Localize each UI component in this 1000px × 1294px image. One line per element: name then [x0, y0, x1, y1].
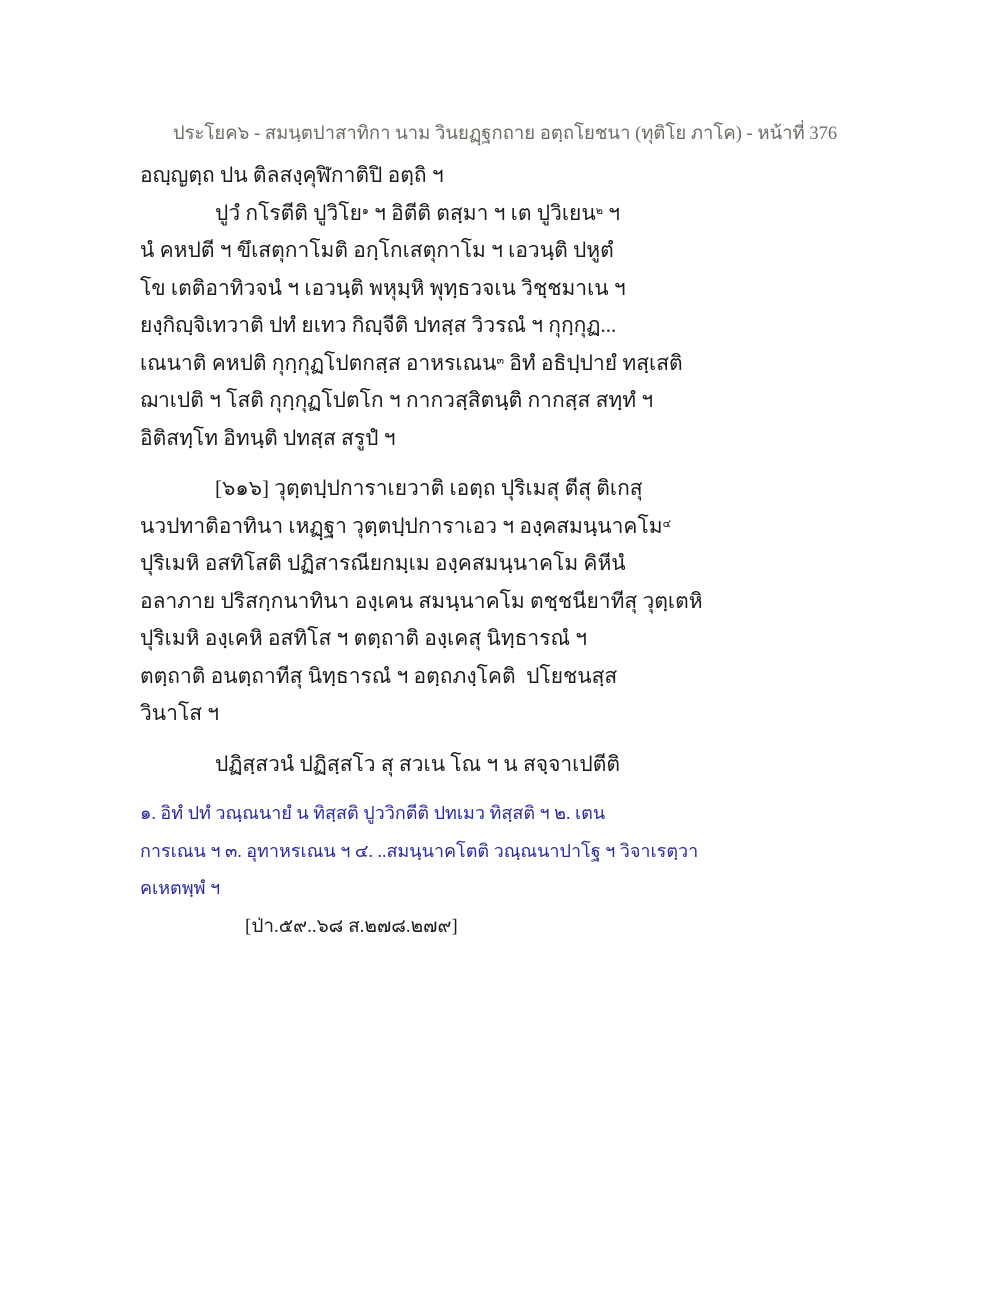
text-line-6 [140, 345, 870, 383]
footnotes-block [140, 795, 870, 908]
text-line-1: อญฺญตฺถ ปน ติลสงฺคุฬิกาติปิ อตฺถิ ฯ [140, 163, 444, 187]
text-line-4: โข เตติอาทิวจนํ ฯ เอวนฺติ พหุมฺหิ พุทฺธวจเน วิชฺชมาเน ฯ [140, 275, 626, 300]
text-segment: ฯ อิตีติ ตสฺมา ฯ เต ปูวิเยน [368, 200, 596, 225]
text-segment: นวปทาติอาทินา เหฏฺฐา วุตฺตปฺปการาเอว ฯ องฺคสมนฺนาคโม [140, 513, 663, 538]
text-line-9-section-616: [๖๑๖] วุตฺตปฺปการาเยวาติ เอตฺถ ปุริเมสุ ตีสุ ติเกสุ [215, 476, 643, 500]
text-line-2 [140, 195, 870, 233]
page-header-title: ประโยค๖ - สมนฺตปาสาทิกา นาม วินยฏฺฐกถาย อตฺถโยชนา (ทุติโย ภาโค) - หน้าที่ 376 [172, 124, 838, 144]
text-line-11: ปุริเมหิ อสทิโสติ ปฏิสารณียกมฺเม องฺคสมนฺนาคโม คิหีนํ [140, 551, 626, 575]
text-line-15: วินาโส ฯ [140, 701, 220, 725]
page-content [140, 122, 870, 945]
text-line-7: ฌาเปติ ฯ โสติ กุกฺกุฏโปตโก ฯ กากวสฺสิตนฺติ กากสฺส สทฺทํ ฯ [140, 388, 654, 412]
text-line-16: ปฏิสฺสวนํ ปฏิสฺสโว สุ สวเน โณ ฯ น สจฺจาเปตีติ [215, 751, 620, 776]
footnote-ref-3: ๓ [496, 354, 504, 367]
text-line-12: อลาภาย ปริสกฺกนาทินา องฺเคน สมนฺนาคโม ตชฺชนียาทีสุ วุตฺเตหิ [140, 588, 703, 613]
footnote-line-2: การเณน ฯ ๓. อุทาหรเณน ฯ ๔. ..สมนฺนาคโตติ วณฺณนาปาโฐ ฯ วิจาเรตฺวา [140, 840, 699, 861]
footnote-line-3: คเหตพฺพํ ฯ [140, 878, 221, 898]
footnote-ref-1: ๑ [361, 204, 369, 217]
text-segment: ฯ [602, 200, 621, 225]
text-line-5: ยงฺกิญฺจิเทวาติ ปทํ ยเทว กิญฺจีติ ปทสฺส วิวรณํ ฯ กุกฺกุฏ... [140, 313, 617, 337]
footnote-ref-4: ๔ [662, 517, 671, 530]
text-line-8: อิติสทฺโท อิทนฺติ ปทสฺส สรูปํ ฯ [140, 425, 396, 450]
text-line-10 [140, 508, 870, 546]
text-line-13: ปุริเมหิ องฺเคหิ อสทิโส ฯ ตตฺถาติ องฺเคสุ นิทฺธารณํ ฯ [140, 626, 588, 650]
text-line-14: ตตฺถาติ อนตฺถาทีสุ นิทฺธารณํ ฯ อตฺถภงฺโคติ ปโยชนสฺส [140, 663, 618, 688]
footnote-line-1: ๑. อิทํ ปทํ วณฺณนายํ น ทิสฺสติ ปูววิกตีติ ปทเมว ทิสฺสติ ฯ ๒. เตน [140, 803, 606, 823]
text-segment: อิทํ อธิปฺปายํ ทสฺเสติ [503, 350, 683, 375]
source-citation: [ป่า.๕๙..๖๘ ส.๒๗๘.๒๗๙] [245, 915, 458, 937]
text-segment: เณนาติ คหปติ กุกฺกุฏโปตกสฺส อาหรเณน [140, 350, 497, 375]
text-segment: ปูวํ กโรตีติ ปูวิโย [215, 200, 362, 225]
text-line-3: นํ คหปตี ฯ ขึเสตุกาโมติ อกฺโกเสตุกาโม ฯ เอวนฺติ ปหูตํ [140, 238, 614, 262]
footnote-ref-2: ๒ [595, 204, 603, 217]
